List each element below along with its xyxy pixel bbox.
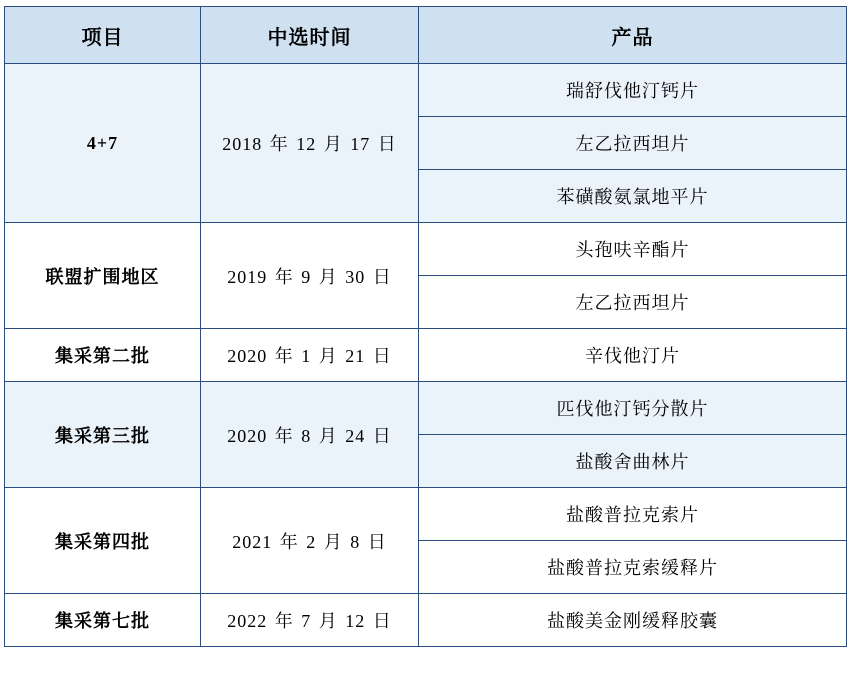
cell-product: 左乙拉西坦片	[419, 276, 847, 329]
table-row	[5, 329, 847, 382]
cell-product: 辛伐他汀片	[419, 329, 847, 382]
cell-date: 2020 年 8 月 24 日	[201, 382, 419, 488]
cell-project: 集采第三批	[5, 382, 201, 488]
cell-date: 2021 年 2 月 8 日	[201, 488, 419, 594]
column-header-project: 项目	[5, 7, 201, 64]
table-row	[5, 223, 847, 276]
table-row	[5, 594, 847, 647]
cell-product: 匹伐他汀钙分散片	[419, 382, 847, 435]
table-row	[5, 382, 847, 435]
cell-project: 联盟扩围地区	[5, 223, 201, 329]
cell-product: 盐酸美金刚缓释胶囊	[419, 594, 847, 647]
cell-project: 集采第四批	[5, 488, 201, 594]
table-body	[5, 64, 847, 647]
cell-project: 集采第二批	[5, 329, 201, 382]
cell-product: 盐酸舍曲林片	[419, 435, 847, 488]
cell-date: 2022 年 7 月 12 日	[201, 594, 419, 647]
cell-product: 苯磺酸氨氯地平片	[419, 170, 847, 223]
table-header-row	[5, 7, 847, 64]
column-header-date: 中选时间	[201, 7, 419, 64]
procurement-table	[4, 6, 847, 647]
cell-date: 2018 年 12 月 17 日	[201, 64, 419, 223]
cell-project: 4+7	[5, 64, 201, 223]
cell-product: 瑞舒伐他汀钙片	[419, 64, 847, 117]
cell-date: 2020 年 1 月 21 日	[201, 329, 419, 382]
cell-project: 集采第七批	[5, 594, 201, 647]
cell-product: 盐酸普拉克索缓释片	[419, 541, 847, 594]
table-row	[5, 64, 847, 117]
cell-product: 盐酸普拉克索片	[419, 488, 847, 541]
column-header-product: 产品	[419, 7, 847, 64]
table-header	[5, 7, 847, 64]
table-row	[5, 488, 847, 541]
cell-date: 2019 年 9 月 30 日	[201, 223, 419, 329]
cell-product: 左乙拉西坦片	[419, 117, 847, 170]
cell-product: 头孢呋辛酯片	[419, 223, 847, 276]
